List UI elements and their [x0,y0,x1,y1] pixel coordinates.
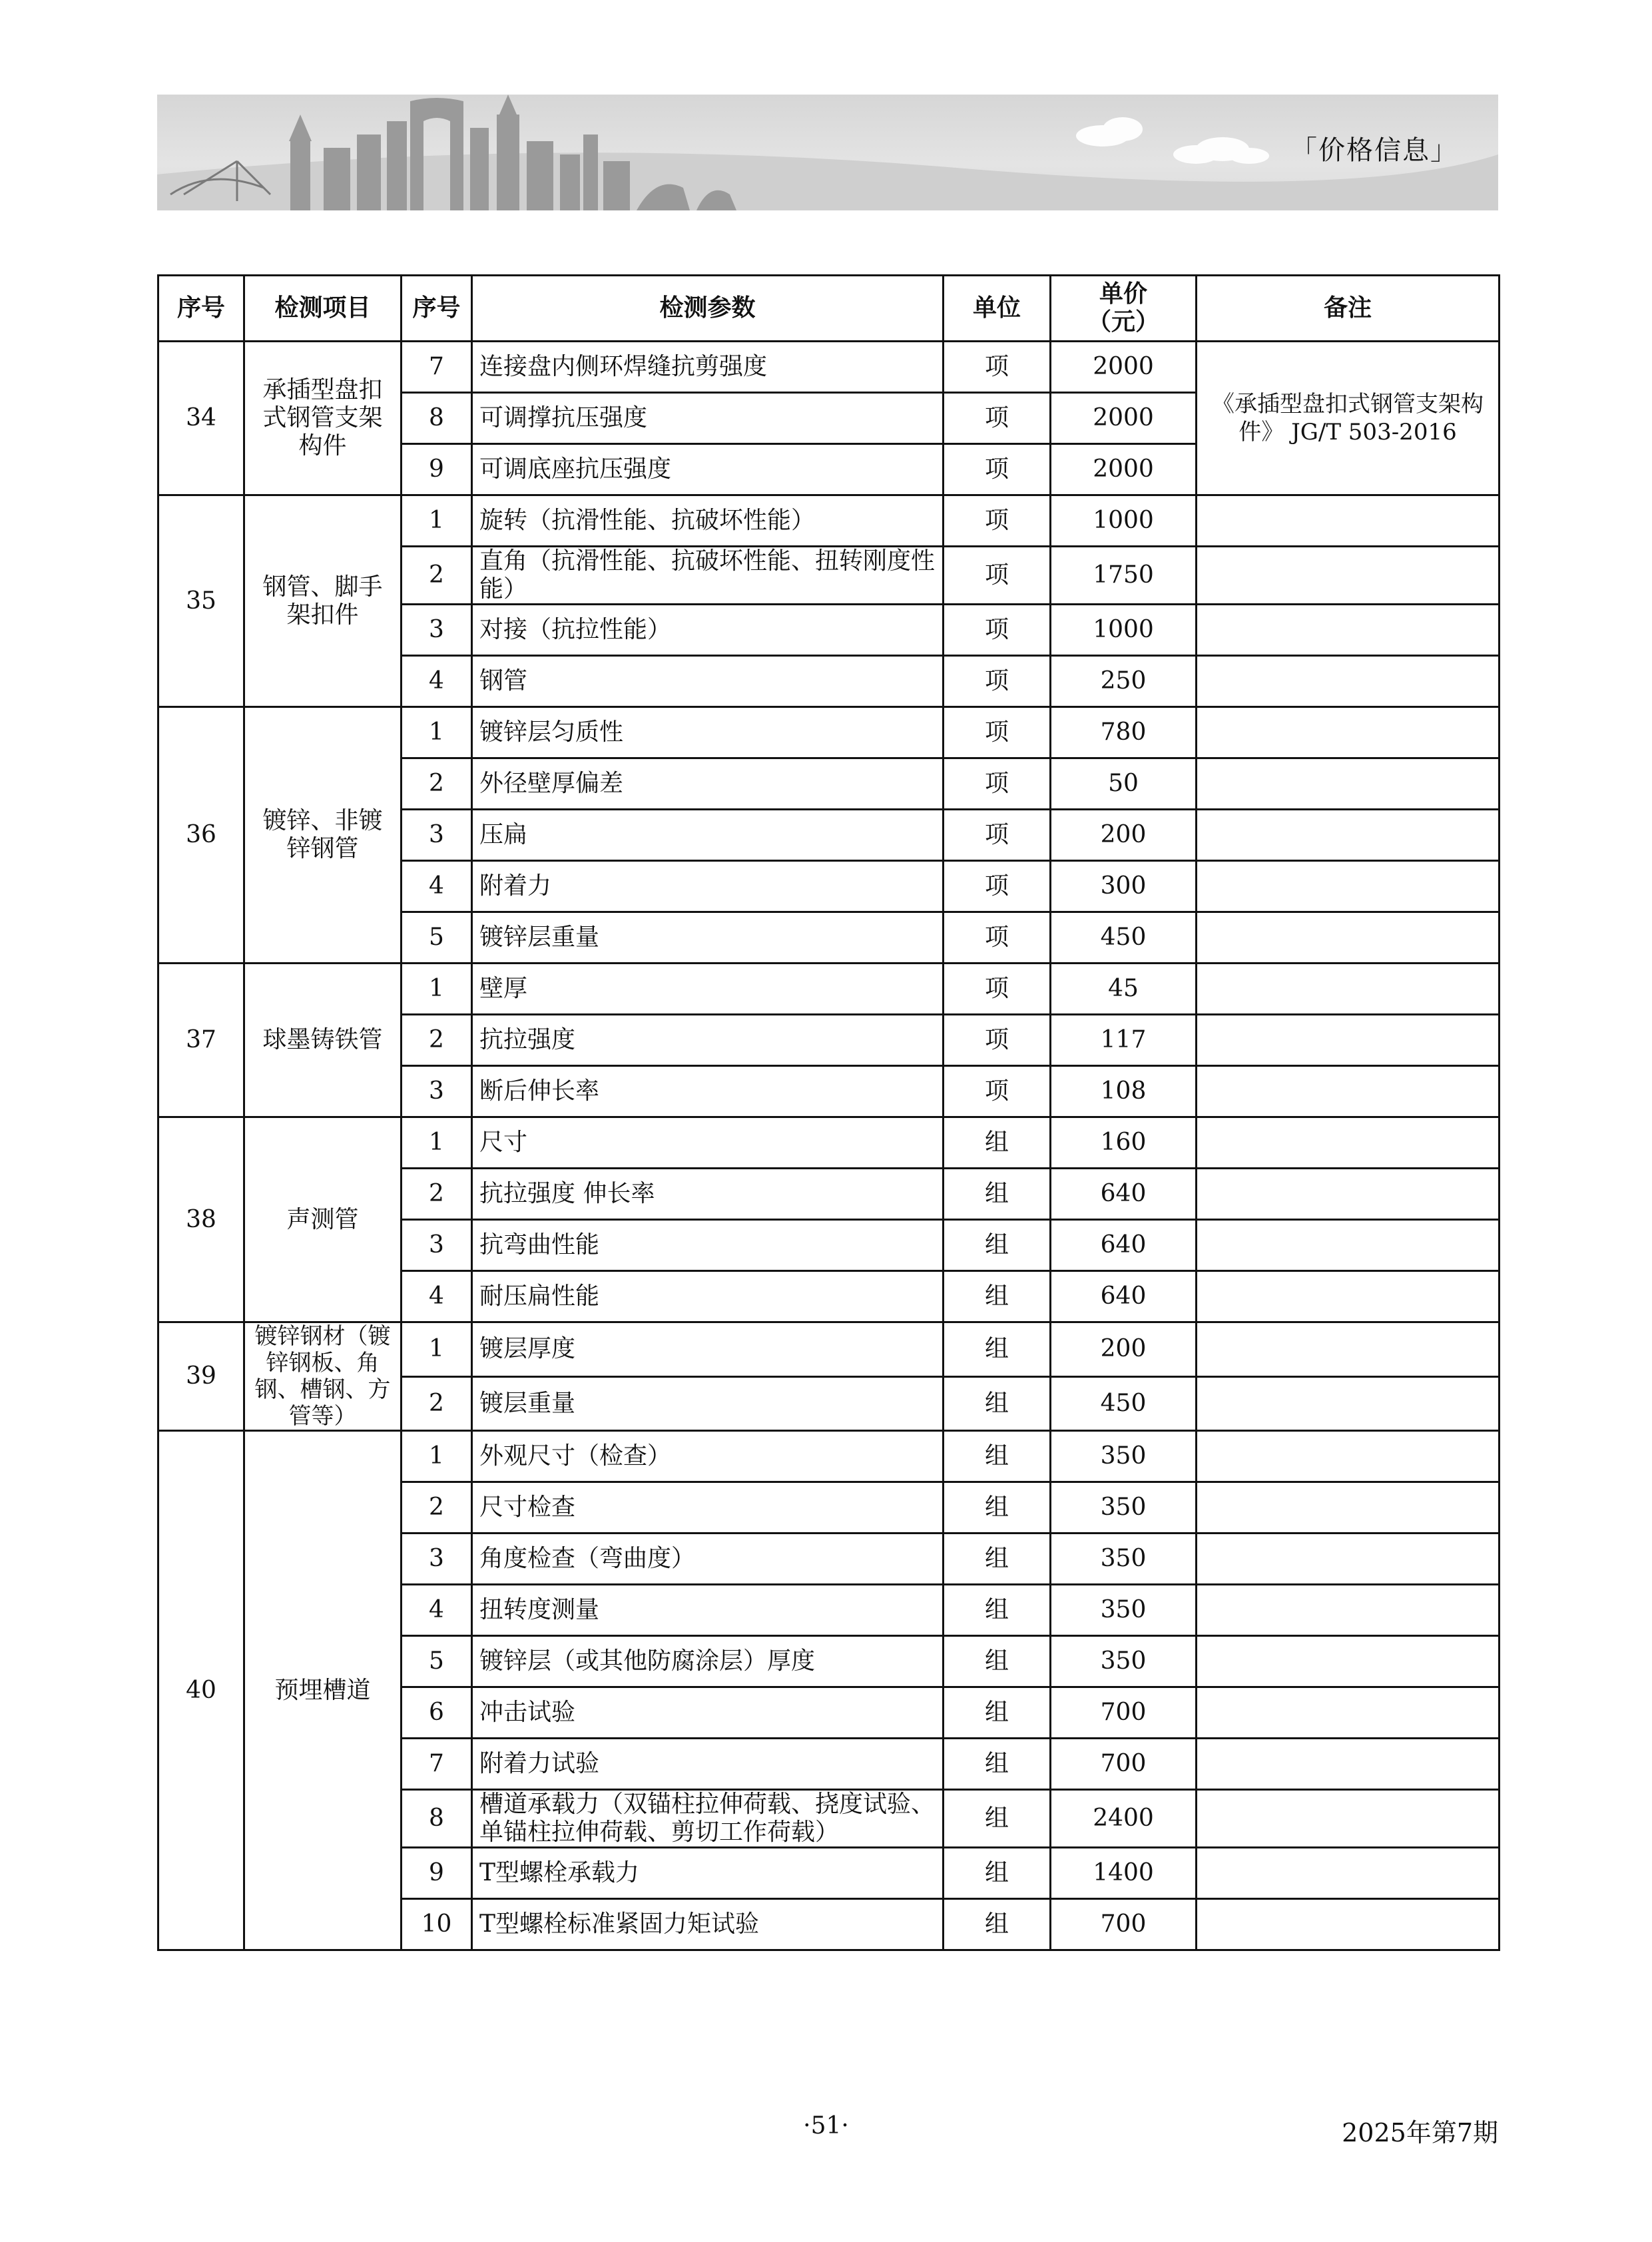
col-header-note: 备注 [1197,276,1500,342]
row-seq: 1 [402,1117,472,1169]
group-item: 球墨铸铁管 [244,964,402,1117]
row-param: 断后伸长率 [472,1066,944,1117]
row-unit: 项 [944,758,1051,810]
table-row [158,342,1500,393]
row-note [1197,1015,1500,1066]
row-unit: 项 [944,342,1051,393]
row-price: 117 [1051,1015,1197,1066]
group-item: 承插型盘扣式钢管支架构件 [244,342,402,495]
row-note [1197,912,1500,964]
row-price: 1000 [1051,605,1197,656]
row-price: 700 [1051,1687,1197,1739]
col-header-seq: 序号 [402,276,472,342]
page-number: ·51· [803,2112,849,2139]
row-note [1197,1790,1500,1848]
row-unit: 项 [944,964,1051,1015]
row-unit: 组 [944,1117,1051,1169]
row-price: 450 [1051,912,1197,964]
row-param: 槽道承载力（双锚柱拉伸荷载、挠度试验、单锚柱拉伸荷载、剪切工作荷载） [472,1790,944,1848]
row-seq: 9 [402,1848,472,1899]
col-header-no: 序号 [158,276,244,342]
row-param: 抗拉强度 伸长率 [472,1169,944,1220]
row-seq: 2 [402,1169,472,1220]
row-note [1197,547,1500,605]
row-note [1197,1066,1500,1117]
row-seq: 1 [402,707,472,758]
table-row [158,964,1500,1015]
row-unit: 项 [944,495,1051,547]
row-param: 可调撑抗压强度 [472,393,944,444]
row-note [1197,1848,1500,1899]
row-unit: 组 [944,1482,1051,1534]
row-note [1197,1220,1500,1271]
row-price: 700 [1051,1739,1197,1790]
table-row [158,1117,1500,1169]
row-note [1197,1585,1500,1636]
row-seq: 3 [402,810,472,861]
row-unit: 组 [944,1636,1051,1687]
row-seq: 8 [402,393,472,444]
col-header-item: 检测项目 [244,276,402,342]
row-unit: 组 [944,1899,1051,1950]
group-note: 《承插型盘扣式钢管支架构件》 JG/T 503-2016 [1197,342,1500,495]
col-header-price [1051,276,1197,342]
row-seq: 10 [402,1899,472,1950]
row-price: 1400 [1051,1848,1197,1899]
row-note [1197,605,1500,656]
row-unit: 组 [944,1431,1051,1482]
row-param: 外径壁厚偏差 [472,758,944,810]
row-unit: 项 [944,656,1051,707]
row-param: 直角（抗滑性能、抗破坏性能、扭转刚度性能） [472,547,944,605]
table-row [158,707,1500,758]
issue-label: 2025年第7期 [1342,2118,1498,2147]
row-price: 45 [1051,964,1197,1015]
row-seq: 1 [402,1431,472,1482]
row-seq: 7 [402,1739,472,1790]
row-price: 350 [1051,1482,1197,1534]
row-unit: 项 [944,393,1051,444]
row-price: 350 [1051,1431,1197,1482]
row-price: 200 [1051,810,1197,861]
row-param: T型螺栓承载力 [472,1848,944,1899]
header-banner [157,95,1498,210]
table-row [158,1431,1500,1482]
row-seq: 6 [402,1687,472,1739]
row-seq: 5 [402,1636,472,1687]
row-price: 350 [1051,1585,1197,1636]
row-note [1197,964,1500,1015]
row-param: 抗弯曲性能 [472,1220,944,1271]
row-note [1197,1482,1500,1534]
row-param: 外观尺寸（检查） [472,1431,944,1482]
row-price: 2000 [1051,342,1197,393]
row-unit: 项 [944,1066,1051,1117]
row-param: 可调底座抗压强度 [472,444,944,495]
row-seq: 2 [402,547,472,605]
row-unit: 项 [944,547,1051,605]
row-note [1197,1534,1500,1585]
group-item: 预埋槽道 [244,1431,402,1950]
group-no: 38 [158,1117,244,1322]
row-param: 附着力试验 [472,1739,944,1790]
group-item: 镀锌钢材（镀锌钢板、角钢、槽钢、方管等） [244,1322,402,1431]
row-price: 160 [1051,1117,1197,1169]
row-unit: 项 [944,707,1051,758]
row-seq: 1 [402,495,472,547]
row-seq: 2 [402,1015,472,1066]
row-seq: 2 [402,1482,472,1534]
row-unit: 项 [944,912,1051,964]
row-unit: 组 [944,1376,1051,1431]
row-param: 钢管 [472,656,944,707]
row-note [1197,1322,1500,1377]
group-item: 镀锌、非镀锌钢管 [244,707,402,964]
row-seq: 1 [402,964,472,1015]
group-no: 40 [158,1431,244,1950]
row-price: 700 [1051,1899,1197,1950]
row-unit: 组 [944,1220,1051,1271]
row-price: 1000 [1051,495,1197,547]
row-param: 尺寸 [472,1117,944,1169]
row-note [1197,1687,1500,1739]
row-note [1197,1117,1500,1169]
row-note [1197,861,1500,912]
section-tag: 「价格信息」 [1290,135,1458,166]
price-header-line1: 单价 [1099,280,1147,308]
row-price: 640 [1051,1169,1197,1220]
col-header-param: 检测参数 [472,276,944,342]
row-price: 50 [1051,758,1197,810]
row-param: 镀锌层匀质性 [472,707,944,758]
row-param: 耐压扁性能 [472,1271,944,1322]
row-unit: 组 [944,1322,1051,1377]
row-seq: 4 [402,656,472,707]
row-note [1197,1431,1500,1482]
row-seq: 5 [402,912,472,964]
row-unit: 组 [944,1739,1051,1790]
row-param: 压扁 [472,810,944,861]
row-param: 对接（抗拉性能） [472,605,944,656]
table-header-row [158,276,1500,342]
row-param: 附着力 [472,861,944,912]
row-unit: 项 [944,444,1051,495]
row-note [1197,707,1500,758]
row-price: 108 [1051,1066,1197,1117]
row-price: 640 [1051,1220,1197,1271]
row-param: 冲击试验 [472,1687,944,1739]
row-price: 2000 [1051,393,1197,444]
row-seq: 3 [402,605,472,656]
row-note [1197,656,1500,707]
row-price: 1750 [1051,547,1197,605]
row-price: 640 [1051,1271,1197,1322]
row-param: 连接盘内侧环焊缝抗剪强度 [472,342,944,393]
row-unit: 组 [944,1169,1051,1220]
row-note [1197,1739,1500,1790]
row-note [1197,810,1500,861]
row-seq: 8 [402,1790,472,1848]
row-price: 780 [1051,707,1197,758]
row-note [1197,495,1500,547]
row-param: 扭转度测量 [472,1585,944,1636]
row-price: 2400 [1051,1790,1197,1848]
row-seq: 4 [402,1585,472,1636]
group-no: 39 [158,1322,244,1431]
row-price: 450 [1051,1376,1197,1431]
row-price: 2000 [1051,444,1197,495]
price-table [157,274,1500,1951]
row-param: 镀层重量 [472,1376,944,1431]
row-param: 镀层厚度 [472,1322,944,1377]
group-no: 36 [158,707,244,964]
row-unit: 组 [944,1790,1051,1848]
row-price: 350 [1051,1534,1197,1585]
group-item: 声测管 [244,1117,402,1322]
row-param: 抗拉强度 [472,1015,944,1066]
group-no: 35 [158,495,244,707]
row-seq: 7 [402,342,472,393]
row-param: 镀锌层（或其他防腐涂层）厚度 [472,1636,944,1687]
group-no: 34 [158,342,244,495]
group-item: 钢管、脚手架扣件 [244,495,402,707]
row-unit: 组 [944,1687,1051,1739]
row-unit: 组 [944,1271,1051,1322]
row-note [1197,1271,1500,1322]
row-seq: 1 [402,1322,472,1377]
row-unit: 项 [944,810,1051,861]
row-seq: 2 [402,758,472,810]
row-price: 200 [1051,1322,1197,1377]
row-param: 壁厚 [472,964,944,1015]
row-seq: 2 [402,1376,472,1431]
row-price: 300 [1051,861,1197,912]
row-param: 角度检查（弯曲度） [472,1534,944,1585]
row-unit: 组 [944,1534,1051,1585]
row-seq: 3 [402,1066,472,1117]
price-header-line2: （元） [1087,308,1159,336]
row-price: 350 [1051,1636,1197,1687]
row-unit: 项 [944,861,1051,912]
row-seq: 4 [402,861,472,912]
row-unit: 组 [944,1585,1051,1636]
row-seq: 3 [402,1220,472,1271]
row-price: 250 [1051,656,1197,707]
row-note [1197,1376,1500,1431]
row-param: 尺寸检查 [472,1482,944,1534]
row-note [1197,1636,1500,1687]
row-unit: 组 [944,1848,1051,1899]
row-note [1197,1169,1500,1220]
col-header-unit: 单位 [944,276,1051,342]
row-unit: 项 [944,605,1051,656]
row-note [1197,758,1500,810]
group-no: 37 [158,964,244,1117]
table-row [158,495,1500,547]
row-param: T型螺栓标准紧固力矩试验 [472,1899,944,1950]
row-param: 镀锌层重量 [472,912,944,964]
row-unit: 项 [944,1015,1051,1066]
row-seq: 4 [402,1271,472,1322]
table-row [158,1322,1500,1377]
row-seq: 9 [402,444,472,495]
row-seq: 3 [402,1534,472,1585]
row-param: 旋转（抗滑性能、抗破坏性能） [472,495,944,547]
row-note [1197,1899,1500,1950]
